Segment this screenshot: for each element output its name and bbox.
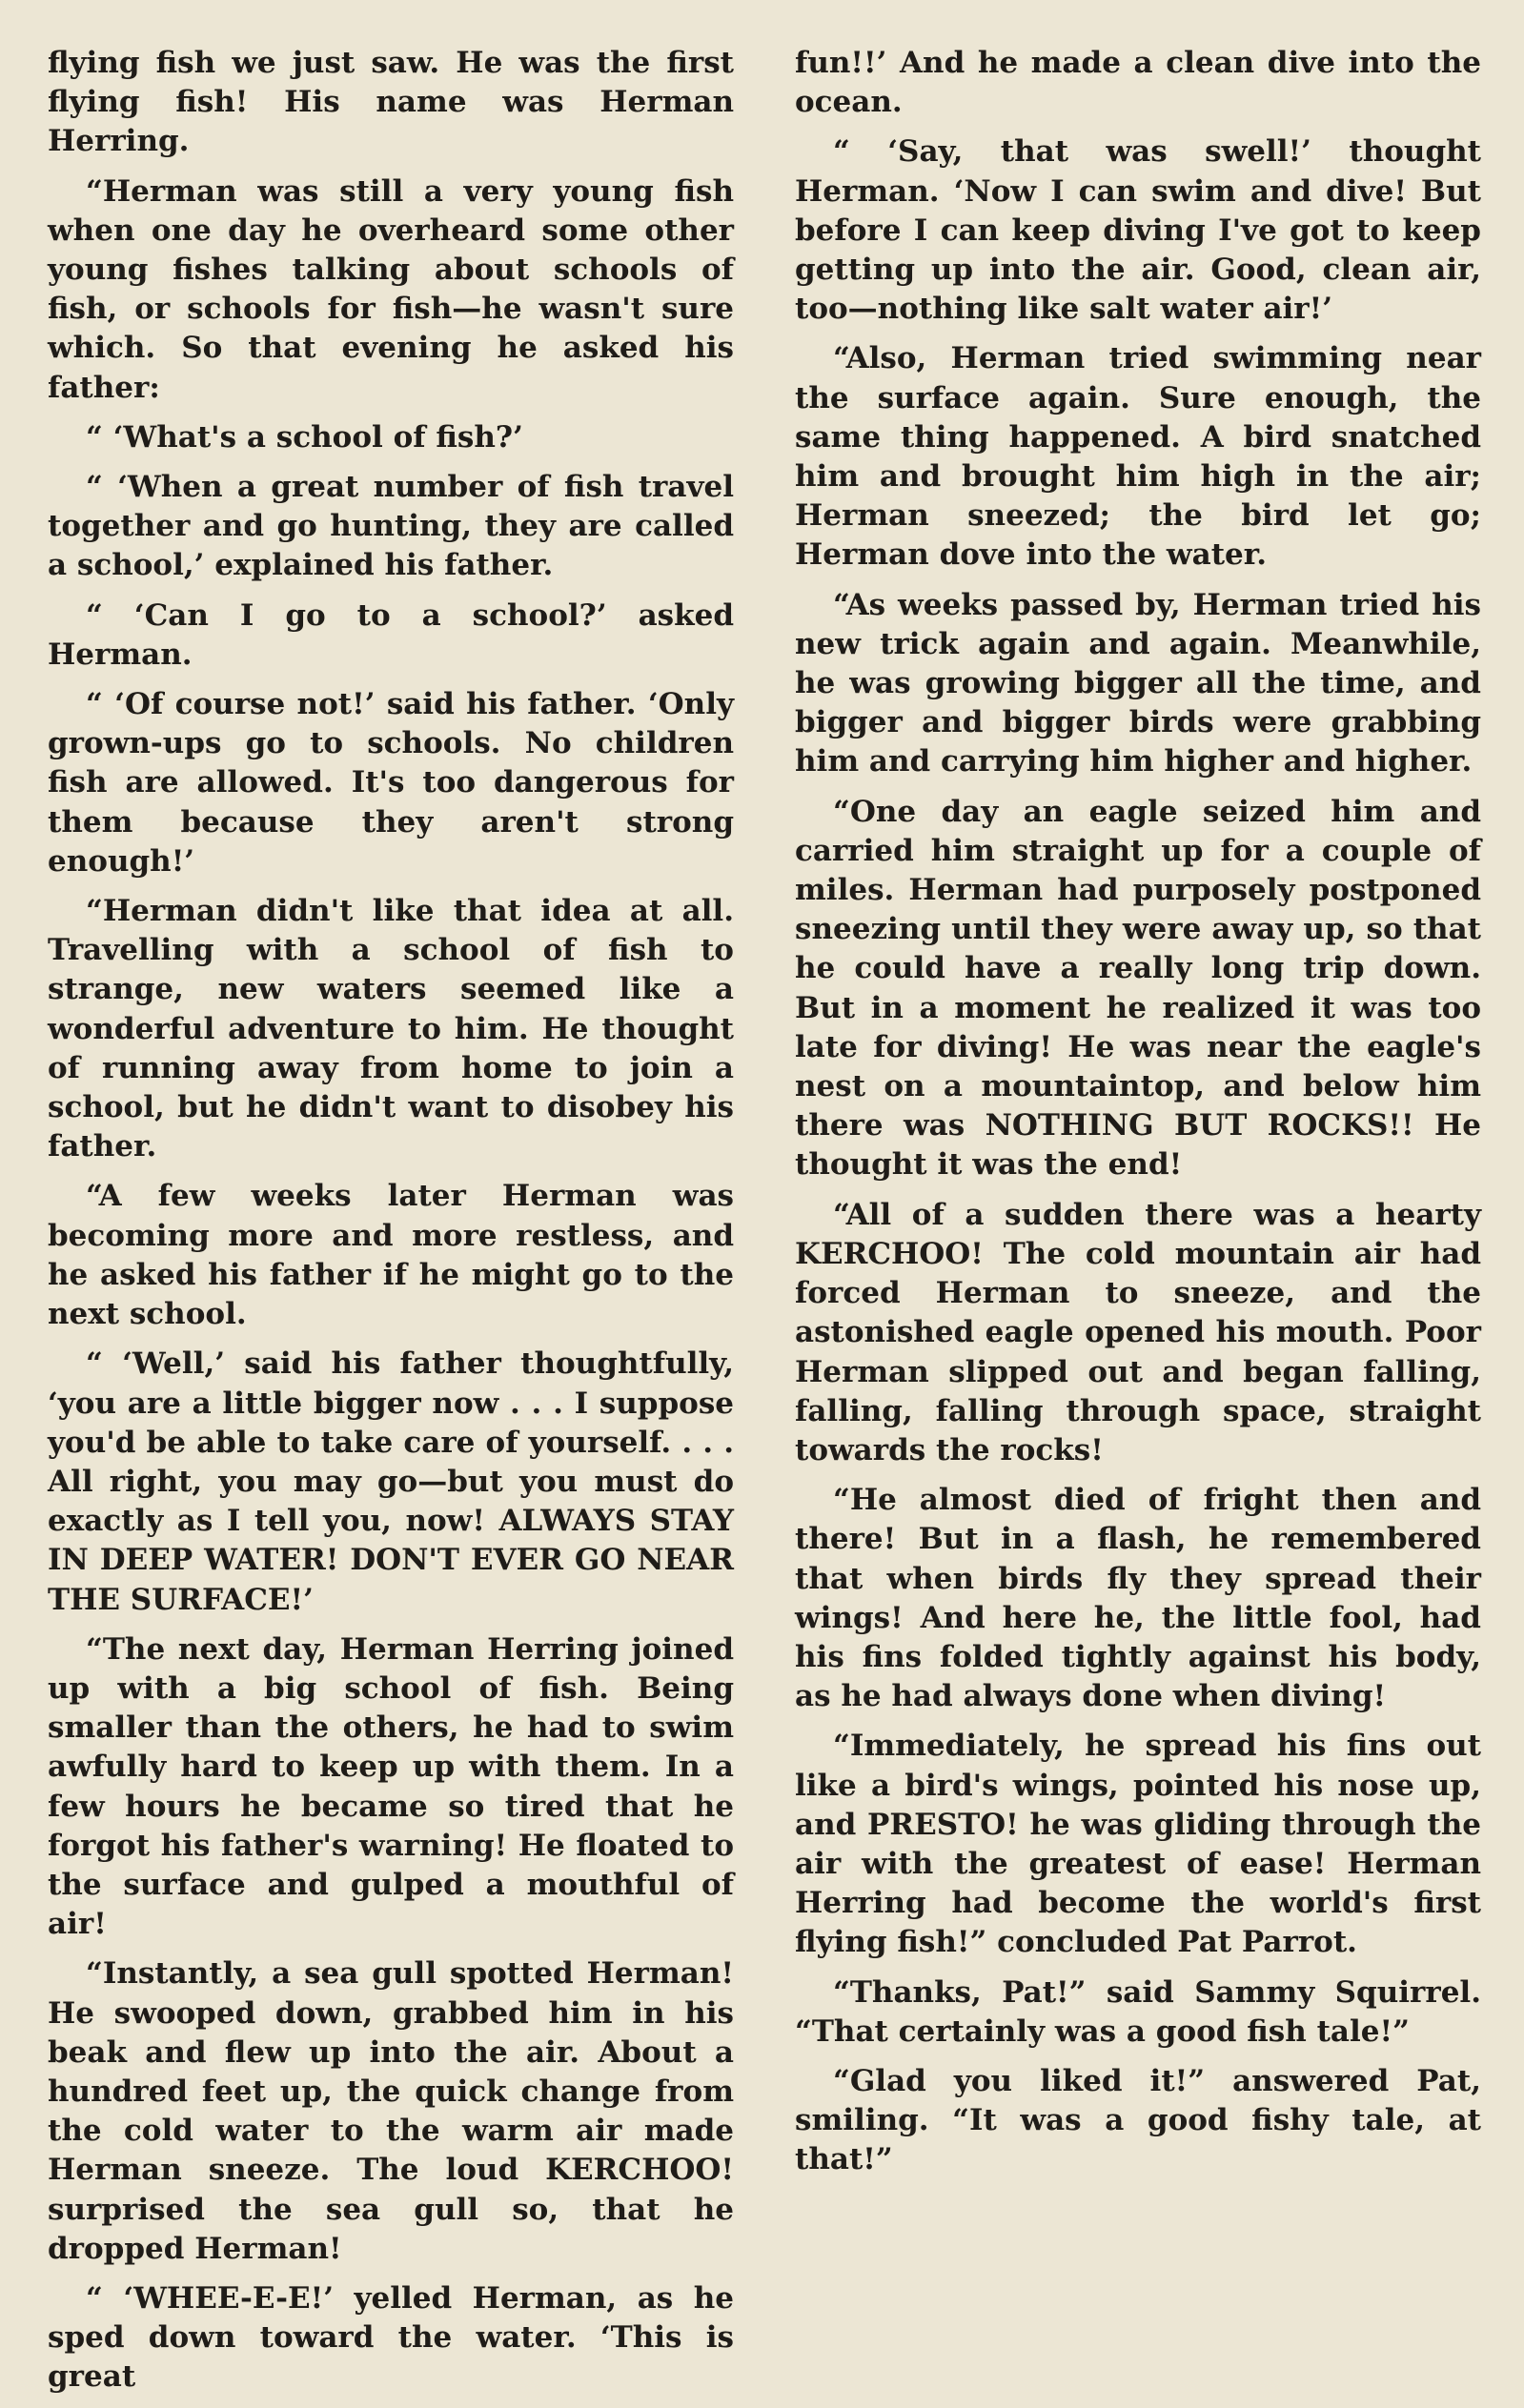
paragraph: “Herman was still a very young fish when one day he overheard some other young fishes talking about schools of fish, or schools for fish—he wasn't sure which. So that evening he asked his father:: [48, 173, 734, 405]
paragraph: “Immediately, he spread his fins out like a bird's wings, pointed his nose up, and PRESTO! he was gliding through the air with the greatest of ease! Herman Herring had become the world's first flying fish!” concluded Pat Parrot.: [795, 1729, 1481, 1960]
paragraph: “The next day, Herman Herring joined up with a big school of fish. Being smaller than the others, he had to swim awfully hard to keep up with them. In a few hours he became so tired that he forgot his father's warning! He floated to the surface and gulped a mouthful of air!: [48, 1631, 734, 1942]
paragraph: “Instantly, a sea gull spotted Herman! He swooped down, grabbed him in his beak and flew up into the air. About a hundred feet up, the quick change from the cold water to the warm air made Herman sneeze. The loud KERCHOO! surprised the sea gull so, that he dropped Herman!: [48, 1956, 734, 2266]
paragraph: “All of a sudden there was a hearty KERCHOO! The cold mountain air had forced Herman to sneeze, and the astonished eagle opened his mouth. Poor Herman slipped out and began falling, falling, falling through space, straight towards the rocks!: [795, 1197, 1481, 1467]
paragraph: fun!!’ And he made a clean dive into the ocean.: [795, 46, 1481, 120]
right-column: [795, 44, 1481, 2191]
paragraph: “ ‘Of course not!’ said his father. ‘Only grown-ups go to schools. No children fish are allowed. It's too dangerous for them because they aren't strong enough!’: [48, 687, 734, 879]
paragraph: “He almost died of fright then and there! But in a flash, he remembered that when birds fly they spread their wings! And here he, the little fool, had his fins folded tightly against his body, as he had always done when diving!: [795, 1483, 1481, 1714]
paragraph: “Thanks, Pat!” said Sammy Squirrel. “That certainly was a good fish tale!”: [795, 1974, 1481, 2049]
paragraph: “Herman didn't like that idea at all. Travelling with a school of fish to strange, new waters seemed like a wonderful adventure to him. He thought of running away from home to join a school, but he didn't want to disobey his father.: [48, 894, 734, 1164]
paragraph: “ ‘WHEE-E-E!’ yelled Herman, as he sped down toward the water. ‘This is great: [48, 2280, 734, 2395]
paragraph: “ ‘Say, that was swell!’ thought Herman. ‘Now I can swim and dive! But before I can keep diving I've got to keep getting up into the air. Good, clean air, too—nothing like salt water air!’: [795, 134, 1481, 327]
left-column: [48, 44, 734, 2408]
paragraph: “A few weeks later Herman was becoming more and more restless, and he asked his father if he might go to the next school.: [48, 1179, 734, 1332]
column-gutter: [753, 38, 768, 2058]
paragraph: “ ‘Well,’ said his father thoughtfully, ‘you are a little bigger now . . . I suppose you'd be able to take care of yourself. . . . All right, you may go—but you must do exactly as I tell you, now! ALWAYS STAY IN DEEP WATER! DON'T EVER GO NEAR THE SURFACE!’: [48, 1346, 734, 1617]
paragraph: “ ‘Can I go to a school?’ asked Herman.: [48, 597, 734, 672]
paragraph: “One day an eagle seized him and carried him straight up for a couple of miles. Herman had purposely postponed sneezing until they were away up, so that he could have a really long trip down. But in a moment he realized it was too late for diving! He was near the eagle's nest on a mountaintop, and below him there was NOTHING BUT ROCKS!! He thought it was the end!: [795, 794, 1481, 1183]
paragraph: “ ‘When a great number of fish travel together and go hunting, they are called a school,’ explained his father.: [48, 470, 734, 583]
paragraph: “As weeks passed by, Herman tried his new trick again and again. Meanwhile, he was growing bigger all the time, and bigger and bigger birds were grabbing him and carrying him higher and higher.: [795, 587, 1481, 779]
paragraph: “Glad you liked it!” answered Pat, smiling. “It was a good fishy tale, at that!”: [795, 2063, 1481, 2177]
paragraph: flying fish we just saw. He was the first flying fish! His name was Herman Herring.: [48, 46, 734, 159]
paragraph: “ ‘What's a school of fish?’: [86, 419, 523, 455]
paragraph: “Also, Herman tried swimming near the surface again. Sure enough, the same thing happened. A bird snatched him and brought him high in the air; Herman sneezed; the bird let go; Herman dove into the water.: [795, 341, 1481, 573]
